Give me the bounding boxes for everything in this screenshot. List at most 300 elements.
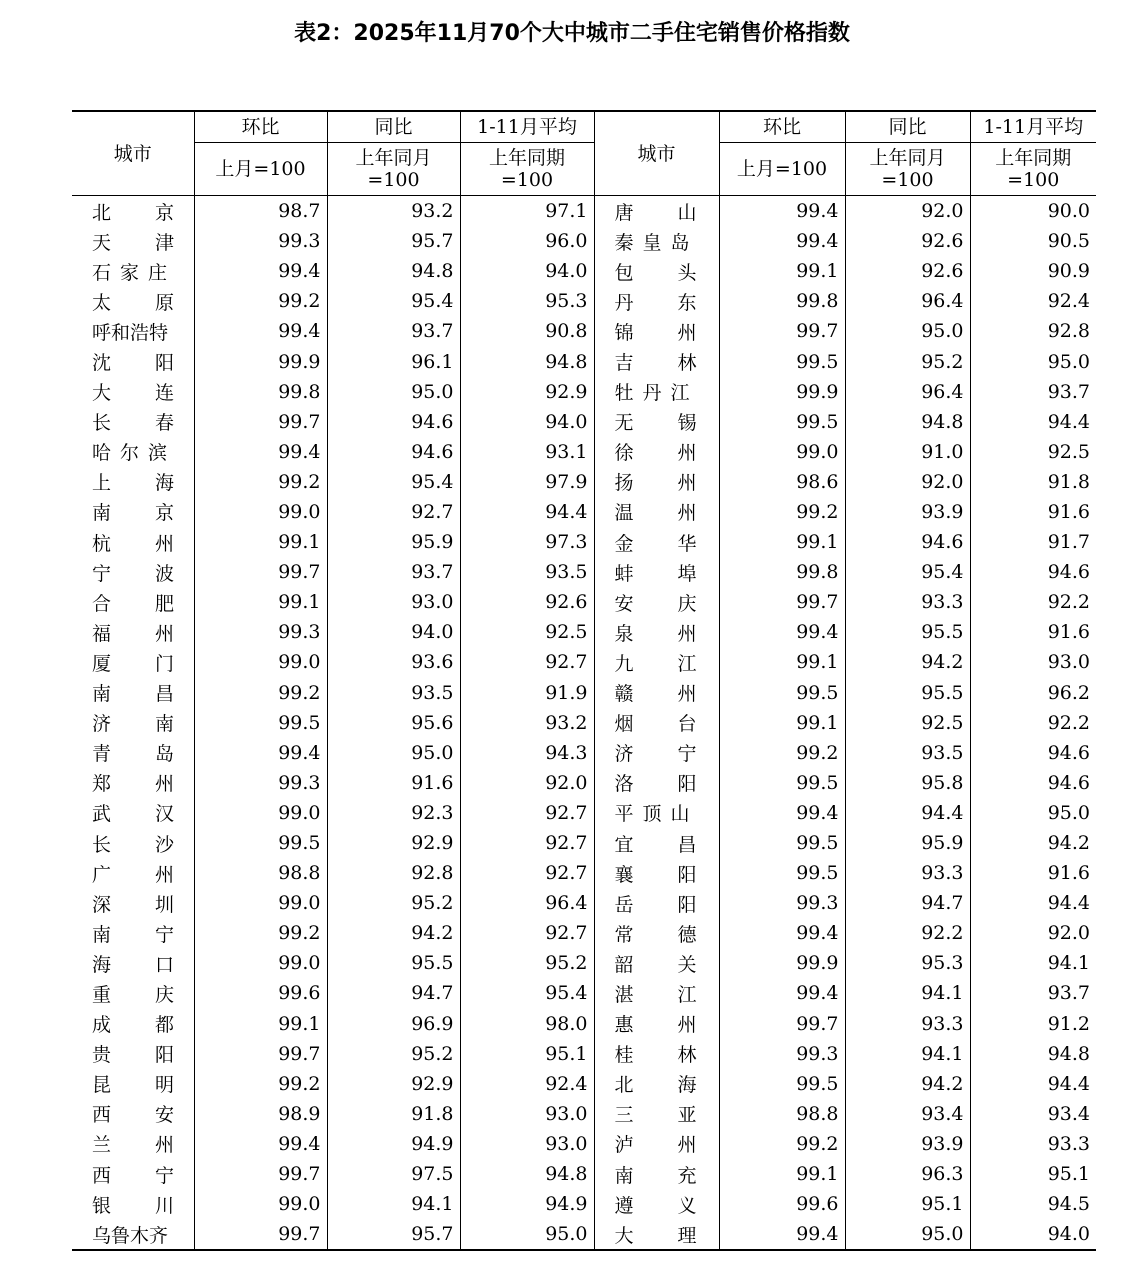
- yoy-cell: 92.8: [327, 858, 460, 888]
- avg-cell: 95.2: [460, 948, 594, 978]
- mom-cell: 99.4: [194, 738, 327, 768]
- city-name: 金 华: [614, 532, 697, 555]
- city-cell: [72, 377, 194, 407]
- city-cell: [594, 407, 719, 437]
- city-cell: [594, 587, 719, 617]
- yoy-cell: 95.3: [845, 948, 970, 978]
- avg-cell: 93.0: [970, 647, 1096, 677]
- yoy-cell: 93.9: [845, 497, 970, 527]
- city-cell: [594, 316, 719, 346]
- avg-cell: 92.0: [970, 918, 1096, 948]
- yoy-cell: 94.6: [327, 437, 460, 467]
- avg-cell: 95.4: [460, 978, 594, 1008]
- avg-cell: 92.7: [460, 858, 594, 888]
- mom-cell: 99.1: [194, 587, 327, 617]
- table-row: [72, 256, 1096, 286]
- avg-cell: 92.4: [970, 286, 1096, 316]
- mom-cell: 99.4: [719, 1219, 845, 1250]
- yoy-cell: 96.9: [327, 1009, 460, 1039]
- mom-cell: 99.4: [719, 978, 845, 1008]
- header-yoy-base-line2: =100: [881, 169, 934, 191]
- city-name: 常 德: [614, 923, 697, 946]
- avg-cell: 92.7: [460, 828, 594, 858]
- city-name: 大 理: [614, 1224, 697, 1247]
- city-name: 深 圳: [92, 893, 174, 916]
- city-cell: [594, 226, 719, 256]
- city-name: 九 江: [614, 652, 697, 675]
- table-row: [72, 1099, 1096, 1129]
- avg-cell: 94.4: [970, 407, 1096, 437]
- yoy-cell: 93.3: [845, 858, 970, 888]
- mom-cell: 99.0: [194, 1189, 327, 1219]
- mom-cell: 99.7: [194, 1159, 327, 1189]
- yoy-cell: 92.0: [845, 467, 970, 497]
- city-name: 哈尔滨: [92, 442, 177, 465]
- city-cell: [594, 527, 719, 557]
- city-name: 武 汉: [92, 803, 174, 826]
- mom-cell: 99.2: [194, 678, 327, 708]
- city-name: 南 充: [614, 1164, 697, 1187]
- city-cell: [72, 557, 194, 587]
- city-cell: [594, 738, 719, 768]
- yoy-cell: 95.4: [327, 467, 460, 497]
- header-mom-right: 环比: [719, 111, 845, 143]
- city-name: 长 沙: [92, 833, 174, 856]
- mom-cell: 99.9: [194, 346, 327, 376]
- city-name: 平顶山: [614, 803, 699, 826]
- table-row: [72, 738, 1096, 768]
- avg-cell: 91.7: [970, 527, 1096, 557]
- table-row: [72, 948, 1096, 978]
- city-cell: [594, 1039, 719, 1069]
- city-cell: [594, 918, 719, 948]
- table-row: [72, 617, 1096, 647]
- mom-cell: 99.6: [719, 1189, 845, 1219]
- avg-cell: 95.1: [460, 1039, 594, 1069]
- yoy-cell: 95.8: [845, 768, 970, 798]
- avg-cell: 91.6: [970, 617, 1096, 647]
- yoy-cell: 92.5: [845, 708, 970, 738]
- city-name: 桂 林: [614, 1044, 697, 1067]
- header-avg-base-line2: =100: [500, 169, 554, 191]
- city-cell: [594, 708, 719, 738]
- yoy-cell: 95.0: [327, 738, 460, 768]
- avg-cell: 94.8: [970, 1039, 1096, 1069]
- avg-cell: 96.4: [460, 888, 594, 918]
- yoy-cell: 96.4: [845, 286, 970, 316]
- yoy-cell: 95.7: [327, 1219, 460, 1250]
- city-cell: [594, 1189, 719, 1219]
- mom-cell: 99.5: [719, 768, 845, 798]
- city-name: 杭 州: [92, 532, 174, 555]
- avg-cell: 94.6: [970, 768, 1096, 798]
- city-name: 温 州: [614, 502, 697, 525]
- mom-cell: 99.1: [719, 708, 845, 738]
- avg-cell: 92.5: [460, 617, 594, 647]
- avg-cell: 93.1: [460, 437, 594, 467]
- avg-cell: 94.8: [460, 1159, 594, 1189]
- mom-cell: 99.8: [194, 377, 327, 407]
- city-name: 广 州: [92, 863, 174, 886]
- avg-cell: 97.9: [460, 467, 594, 497]
- table-body: [72, 196, 1096, 1251]
- mom-cell: 99.3: [194, 617, 327, 647]
- yoy-cell: 93.6: [327, 647, 460, 677]
- mom-cell: 99.7: [194, 407, 327, 437]
- table-row: [72, 226, 1096, 256]
- city-name: 上 海: [92, 472, 174, 495]
- avg-cell: 94.3: [460, 738, 594, 768]
- mom-cell: 99.9: [719, 948, 845, 978]
- avg-cell: 97.1: [460, 196, 594, 227]
- yoy-cell: 95.9: [845, 828, 970, 858]
- table-row: [72, 587, 1096, 617]
- header-yoy-left: 同比: [327, 111, 460, 143]
- table-row: [72, 557, 1096, 587]
- city-name: 成 都: [92, 1014, 174, 1037]
- city-cell: [72, 768, 194, 798]
- city-cell: [72, 467, 194, 497]
- city-name: 惠 州: [614, 1014, 697, 1037]
- city-cell: [72, 1099, 194, 1129]
- avg-cell: 93.0: [460, 1099, 594, 1129]
- mom-cell: 99.4: [194, 437, 327, 467]
- avg-cell: 91.6: [970, 858, 1096, 888]
- mom-cell: 99.4: [194, 256, 327, 286]
- yoy-cell: 91.6: [327, 768, 460, 798]
- city-cell: [594, 1129, 719, 1159]
- mom-cell: 99.3: [719, 888, 845, 918]
- city-name: 蚌 埠: [614, 562, 697, 585]
- city-cell: [594, 888, 719, 918]
- yoy-cell: 92.6: [845, 256, 970, 286]
- city-cell: [72, 1219, 194, 1250]
- city-name: 郑 州: [92, 773, 174, 796]
- yoy-cell: 93.7: [327, 316, 460, 346]
- table-row: [72, 467, 1096, 497]
- table-row: [72, 858, 1096, 888]
- city-cell: [594, 828, 719, 858]
- mom-cell: 99.4: [719, 617, 845, 647]
- mom-cell: 99.4: [194, 1129, 327, 1159]
- header-mom-base-left: 上月=100: [194, 143, 327, 196]
- avg-cell: 92.5: [970, 437, 1096, 467]
- city-name: 济 南: [92, 713, 174, 736]
- city-cell: [72, 226, 194, 256]
- header-avg-base-line1: 上年同期: [995, 147, 1072, 169]
- yoy-cell: 95.5: [845, 678, 970, 708]
- avg-cell: 94.5: [970, 1189, 1096, 1219]
- yoy-cell: 93.3: [845, 1009, 970, 1039]
- table-row: [72, 708, 1096, 738]
- mom-cell: 99.4: [194, 316, 327, 346]
- avg-cell: 91.2: [970, 1009, 1096, 1039]
- avg-cell: 94.8: [460, 346, 594, 376]
- city-name: 襄 阳: [614, 863, 697, 886]
- city-name: 北 海: [614, 1074, 697, 1097]
- header-yoy-right: 同比: [845, 111, 970, 143]
- city-name: 秦皇岛: [614, 231, 699, 254]
- city-cell: [72, 1159, 194, 1189]
- mom-cell: 99.1: [719, 256, 845, 286]
- yoy-cell: 95.5: [327, 948, 460, 978]
- yoy-cell: 95.6: [327, 708, 460, 738]
- city-name: 扬 州: [614, 472, 697, 495]
- city-name: 徐 州: [614, 442, 697, 465]
- yoy-cell: 92.9: [327, 1069, 460, 1099]
- mom-cell: 99.2: [719, 1129, 845, 1159]
- avg-cell: 93.7: [970, 978, 1096, 1008]
- yoy-cell: 92.6: [845, 226, 970, 256]
- table-row: [72, 497, 1096, 527]
- city-name: 岳 阳: [614, 893, 697, 916]
- city-name: 南 宁: [92, 923, 174, 946]
- header-avg-base-line2: =100: [1007, 169, 1060, 191]
- yoy-cell: 95.0: [845, 316, 970, 346]
- header-mom-base-right: 上月=100: [719, 143, 845, 196]
- city-cell: [594, 497, 719, 527]
- yoy-cell: 94.4: [845, 798, 970, 828]
- avg-cell: 90.0: [970, 196, 1096, 227]
- mom-cell: 99.4: [719, 226, 845, 256]
- table-row: [72, 678, 1096, 708]
- avg-cell: 93.7: [970, 377, 1096, 407]
- avg-cell: 92.7: [460, 647, 594, 677]
- yoy-cell: 94.8: [327, 256, 460, 286]
- avg-cell: 91.8: [970, 467, 1096, 497]
- header-yoy-base-line2: =100: [367, 169, 420, 191]
- avg-cell: 96.2: [970, 678, 1096, 708]
- yoy-cell: 92.7: [327, 497, 460, 527]
- table-row: [72, 1069, 1096, 1099]
- mom-cell: 99.2: [194, 918, 327, 948]
- city-cell: [72, 738, 194, 768]
- mom-cell: 98.9: [194, 1099, 327, 1129]
- avg-cell: 96.0: [460, 226, 594, 256]
- mom-cell: 99.5: [194, 828, 327, 858]
- yoy-cell: 93.5: [327, 678, 460, 708]
- mom-cell: 99.5: [719, 407, 845, 437]
- avg-cell: 94.0: [460, 407, 594, 437]
- city-cell: [72, 1189, 194, 1219]
- yoy-cell: 94.2: [845, 647, 970, 677]
- city-name: 泸 州: [614, 1134, 697, 1157]
- city-cell: [594, 617, 719, 647]
- yoy-cell: 95.0: [327, 377, 460, 407]
- yoy-cell: 94.1: [845, 978, 970, 1008]
- mom-cell: 99.0: [194, 798, 327, 828]
- mom-cell: 99.5: [719, 678, 845, 708]
- city-cell: [594, 678, 719, 708]
- yoy-cell: 96.4: [845, 377, 970, 407]
- mom-cell: 99.7: [194, 557, 327, 587]
- mom-cell: 99.7: [194, 1039, 327, 1069]
- price-index-table: [72, 110, 1096, 1251]
- city-cell: [594, 467, 719, 497]
- yoy-cell: 93.2: [327, 196, 460, 227]
- mom-cell: 99.8: [719, 286, 845, 316]
- header-avg-base-right: [970, 143, 1096, 196]
- table-row: [72, 377, 1096, 407]
- city-cell: [72, 527, 194, 557]
- city-cell: [72, 196, 194, 227]
- mom-cell: 99.5: [194, 708, 327, 738]
- avg-cell: 94.4: [460, 497, 594, 527]
- yoy-cell: 93.0: [327, 587, 460, 617]
- mom-cell: 99.2: [719, 738, 845, 768]
- header-yoy-base-right: [845, 143, 970, 196]
- mom-cell: 99.4: [719, 918, 845, 948]
- city-cell: [72, 286, 194, 316]
- city-name: 洛 阳: [614, 773, 697, 796]
- mom-cell: 98.7: [194, 196, 327, 227]
- table-title: 表2：2025年11月70个大中城市二手住宅销售价格指数: [294, 21, 850, 46]
- city-name: 宜 昌: [614, 833, 697, 856]
- mom-cell: 99.3: [194, 226, 327, 256]
- yoy-cell: 93.3: [845, 587, 970, 617]
- avg-cell: 93.5: [460, 557, 594, 587]
- avg-cell: 90.9: [970, 256, 1096, 286]
- avg-cell: 93.2: [460, 708, 594, 738]
- city-cell: [72, 346, 194, 376]
- city-name: 包 头: [614, 261, 697, 284]
- yoy-cell: 94.7: [845, 888, 970, 918]
- city-name: 天 津: [92, 231, 174, 254]
- city-cell: [594, 978, 719, 1008]
- avg-cell: 91.6: [970, 497, 1096, 527]
- city-cell: [594, 1009, 719, 1039]
- city-name: 唐 山: [614, 201, 697, 224]
- city-cell: [72, 1009, 194, 1039]
- city-name: 南 京: [92, 502, 174, 525]
- table-row: [72, 978, 1096, 1008]
- city-name: 长 春: [92, 412, 174, 435]
- yoy-cell: 94.1: [327, 1189, 460, 1219]
- city-name: 昆 明: [92, 1074, 174, 1097]
- avg-cell: 92.9: [460, 377, 594, 407]
- avg-cell: 92.2: [970, 708, 1096, 738]
- city-name: 贵 阳: [92, 1044, 174, 1067]
- table-row: [72, 768, 1096, 798]
- city-cell: [594, 858, 719, 888]
- yoy-cell: 95.9: [327, 527, 460, 557]
- city-cell: [594, 1219, 719, 1250]
- yoy-cell: 94.8: [845, 407, 970, 437]
- mom-cell: 99.2: [194, 286, 327, 316]
- city-cell: [72, 316, 194, 346]
- mom-cell: 99.3: [719, 1039, 845, 1069]
- header-city-right: 城市: [594, 111, 719, 196]
- mom-cell: 99.5: [719, 346, 845, 376]
- city-name: 无 锡: [614, 412, 697, 435]
- city-name: 重 庆: [92, 983, 174, 1006]
- city-name: 湛 江: [614, 983, 697, 1006]
- city-cell: [72, 1039, 194, 1069]
- city-cell: [594, 437, 719, 467]
- city-cell: [594, 1069, 719, 1099]
- city-cell: [72, 948, 194, 978]
- mom-cell: 99.0: [194, 888, 327, 918]
- mom-cell: 99.2: [194, 467, 327, 497]
- avg-cell: 94.6: [970, 738, 1096, 768]
- city-cell: [594, 286, 719, 316]
- yoy-cell: 91.0: [845, 437, 970, 467]
- mom-cell: 99.1: [194, 1009, 327, 1039]
- yoy-cell: 94.7: [327, 978, 460, 1008]
- city-name: 赣 州: [614, 683, 697, 706]
- city-cell: [594, 1099, 719, 1129]
- table-row: [72, 1219, 1096, 1250]
- avg-cell: 97.3: [460, 527, 594, 557]
- city-cell: [72, 708, 194, 738]
- mom-cell: 99.7: [719, 587, 845, 617]
- city-cell: [72, 1129, 194, 1159]
- yoy-cell: 93.7: [327, 557, 460, 587]
- table-row: [72, 1129, 1096, 1159]
- header-yoy-base-line1: 上年同月: [869, 147, 946, 169]
- city-cell: [594, 1159, 719, 1189]
- table-row: [72, 918, 1096, 948]
- city-cell: [72, 918, 194, 948]
- avg-cell: 92.6: [460, 587, 594, 617]
- avg-cell: 92.8: [970, 316, 1096, 346]
- mom-cell: 99.7: [719, 316, 845, 346]
- table-row: [72, 1159, 1096, 1189]
- mom-cell: 99.5: [719, 1069, 845, 1099]
- yoy-cell: 93.4: [845, 1099, 970, 1129]
- city-name: 南 昌: [92, 683, 174, 706]
- header-avg-base-line1: 上年同期: [488, 147, 565, 169]
- city-name: 呼和浩特: [92, 321, 169, 344]
- avg-cell: 92.0: [460, 768, 594, 798]
- yoy-cell: 92.2: [845, 918, 970, 948]
- city-cell: [594, 196, 719, 227]
- header-city-left: 城市: [72, 111, 194, 196]
- yoy-cell: 95.4: [845, 557, 970, 587]
- city-name: 青 岛: [92, 743, 174, 766]
- yoy-cell: 94.9: [327, 1129, 460, 1159]
- city-cell: [594, 768, 719, 798]
- mom-cell: 99.4: [719, 798, 845, 828]
- city-cell: [72, 407, 194, 437]
- table-header: [72, 111, 1096, 196]
- yoy-cell: 93.9: [845, 1129, 970, 1159]
- city-cell: [72, 647, 194, 677]
- table-row: [72, 798, 1096, 828]
- city-name: 沈 阳: [92, 352, 174, 375]
- table-row: [72, 888, 1096, 918]
- city-name: 银 川: [92, 1194, 174, 1217]
- mom-cell: 99.3: [194, 768, 327, 798]
- city-name: 烟 台: [614, 713, 697, 736]
- mom-cell: 99.7: [719, 1009, 845, 1039]
- table-row: [72, 647, 1096, 677]
- avg-cell: 94.4: [970, 1069, 1096, 1099]
- yoy-cell: 94.0: [327, 617, 460, 647]
- header-avg-base-left: [460, 143, 594, 196]
- city-name: 西 宁: [92, 1164, 174, 1187]
- mom-cell: 99.2: [719, 497, 845, 527]
- city-name: 大 连: [92, 382, 174, 405]
- avg-cell: 94.4: [970, 888, 1096, 918]
- city-name: 厦 门: [92, 652, 174, 675]
- mom-cell: 99.7: [194, 1219, 327, 1250]
- mom-cell: 99.1: [194, 527, 327, 557]
- city-cell: [72, 497, 194, 527]
- avg-cell: 94.0: [970, 1219, 1096, 1250]
- yoy-cell: 95.2: [845, 346, 970, 376]
- mom-cell: 98.6: [719, 467, 845, 497]
